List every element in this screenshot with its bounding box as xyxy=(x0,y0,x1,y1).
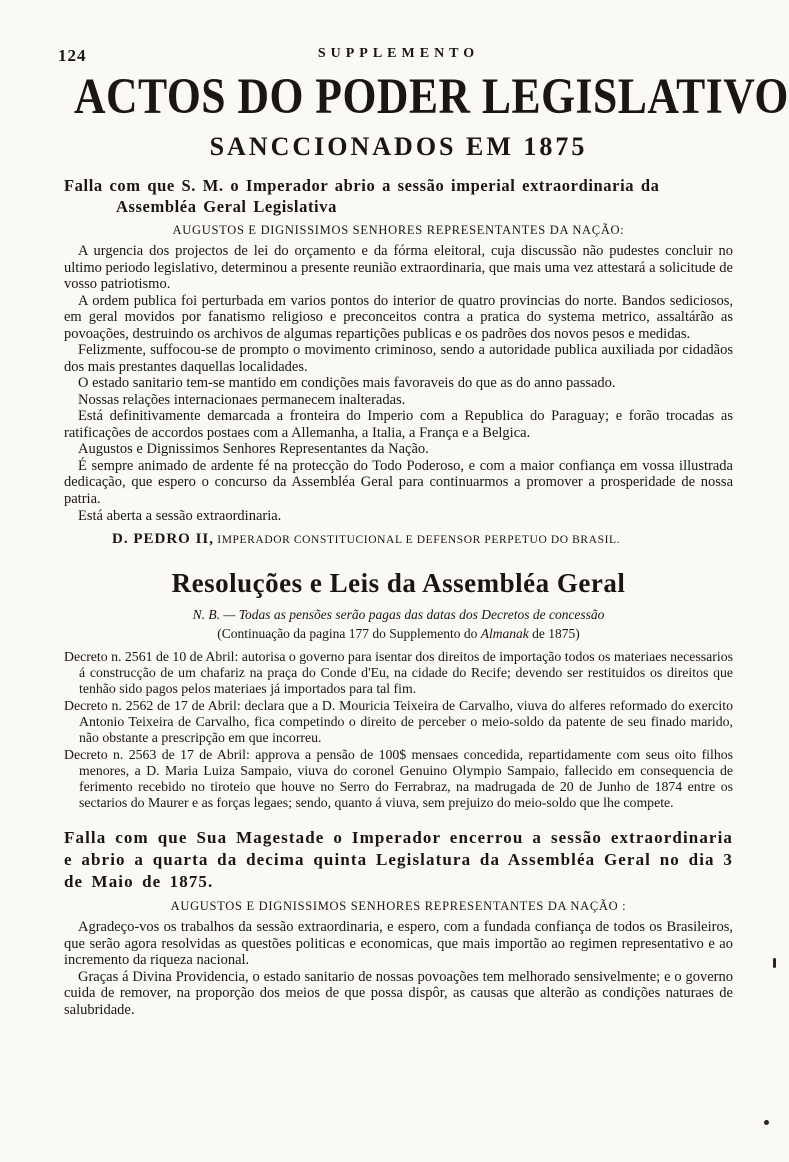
imperial-speech-opening xyxy=(64,176,733,548)
speech2-paragraph: Agradeço-vos os trabalhos da sessão extraordinaria, e espero, com a fundada confiança de todos os Brasileiros, que serão agora resolvidas as questões politicas e economicas, que mais importão ao regimen representativo e ao incremento da riqueza nacional. xyxy=(64,919,733,969)
resolutions-section xyxy=(64,568,733,811)
continuation-note xyxy=(64,626,733,642)
speech1-paragraph: Está definitivamente demarcada a fronteira do Imperio com a Republica do Paraguay; e forão trocadas as ratificações de accordos postaes com a Allemanha, a Italia, a França e a Belgica. xyxy=(64,408,733,441)
signature-name: D. PEDRO II, xyxy=(112,531,215,548)
speech1-paragraph: Está aberta a sessão extraordinaria. xyxy=(78,507,282,524)
page-number: 124 xyxy=(58,46,87,65)
speech1-paragraph: Augustos e Dignissimos Senhores Representantes da Nação. xyxy=(78,441,429,458)
imperial-speech-closing xyxy=(64,827,733,1018)
speech2-heading: Falla com que Sua Magestade o Imperador encerrou a sessão extraordinaria e abrio a quarta da decima quinta Legislatura da Assembléa Geral no dia 3 de Maio de 1875. xyxy=(64,828,733,892)
continuation-post: de 1875) xyxy=(528,626,580,642)
speech1-heading: Falla com que S. M. o Imperador abrio a sessão imperial extraordinaria da Assembléa Geral Legislativa xyxy=(64,176,660,216)
resolutions-title: Resoluções e Leis da Assembléa Geral xyxy=(171,568,626,599)
nota-bene: N. B. — Todas as pensões serão pagas das datas dos Decretos de concessão xyxy=(192,607,605,623)
imperial-signature xyxy=(112,531,733,548)
speech1-paragraph: Felizmente, suffocou-se de prompto o movimento criminoso, sendo a autoridade publica auxiliada por cidadãos dos mais prestantes daquellas localidades. xyxy=(64,342,733,375)
speech1-paragraph: É sempre animado de ardente fé na protecção do Todo Poderoso, e com a maior confiança em vossa illustrada dedicação, que espero o concurso da Assembléa Geral para continuarmos a promover a prosperidade de nossa patria. xyxy=(64,457,733,507)
speech1-paragraph: Nossas relações internacionaes permanecem inalteradas. xyxy=(78,391,406,408)
continuation-almanak: Almanak xyxy=(480,626,529,642)
scan-artifact xyxy=(764,1120,769,1125)
speech2-paragraph: Graças á Divina Providencia, o estado sanitario de nossas povoações tem melhorado sensivelmente; e o governo cuida de remover, na proporção dos meios de que possa dispôr, as causas que alterão as condições naturaes de salubridade. xyxy=(64,968,733,1018)
running-header: SUPPLEMENTO xyxy=(317,46,480,61)
signature-title: IMPERADOR CONSTITUCIONAL E DEFENSOR PERPETUO DO BRASIL. xyxy=(217,534,621,547)
speech1-paragraph: O estado sanitario tem-se mantido em condições mais favoraveis do que as do anno passado. xyxy=(78,375,616,392)
page-header xyxy=(58,44,733,66)
subtitle: SANCCIONADOS EM 1875 xyxy=(209,132,588,161)
speech1-paragraph: A urgencia dos projectos de lei do orçamento e da fórma eleitoral, cuja discussão não pudestes concluir no ultimo periodo legislativo, determinou a presente reunião extraordinaria, que mais uma vez attestará a solicitude de vosso patriotismo. xyxy=(64,243,733,293)
continuation-pre: (Continuação da pagina 177 do Supplemento do xyxy=(217,626,481,642)
decree-2562: Decreto n. 2562 de 17 de Abril: declara que a D. Mouricia Teixeira de Carvalho, viuva do alferes reformado do exercito Antonio Teixeira de Carvalho, fica competindo o direito de perceber o meio-soldo da patente de seu finado marido, não obstante a prescripção em que incorreu. xyxy=(64,698,733,746)
scan-artifact xyxy=(773,958,776,968)
speech2-salutation: AUGUSTOS E DIGNISSIMOS SENHORES REPRESENTANTES DA NAÇÃO : xyxy=(170,899,627,914)
speech1-paragraph: A ordem publica foi perturbada em varios pontos do interior de quatro provincias do norte. Bandos sediciosos, em geral movidos por fanatismo religioso e preconceitos contra a pratica do systema metrico, assaltárão as povoações, destruindo os archivos de algumas repartições publicas e os padrões dos novos pesos e medidas. xyxy=(64,292,733,342)
decree-2561: Decreto n. 2561 de 10 de Abril: autorisa o governo para isentar dos direitos de importação todos os materiaes necessarios á construcção de um chafariz na praça do Conde d'Eu, na cidade do Recife; devendo ser restituidos os direitos que tenhão sido pagos pelos materiaes já importados para tal fim. xyxy=(64,649,733,697)
main-title: ACTOS DO PODER LEGISLATIVO xyxy=(74,68,789,124)
speech1-salutation: AUGUSTOS E DIGNISSIMOS SENHORES REPRESENTANTES DA NAÇÃO: xyxy=(172,223,625,238)
decree-2563: Decreto n. 2563 de 17 de Abril: approva a pensão de 100$ mensaes concedida, repartidamente com seus oito filhos menores, a D. Maria Luiza Sampaio, viuva do coronel Genuino Olympio Sampaio, fallecido em consequencia de ferimento recebido no tiroteio que houve no Serro do Ferrabraz, na madrugada de 20 de Junho de 1874 entre os sectarios do Maurer e as forças legaes; sendo, quanto á viuva, sem prejuizo do meio-soldo que lhe compete. xyxy=(64,747,733,811)
